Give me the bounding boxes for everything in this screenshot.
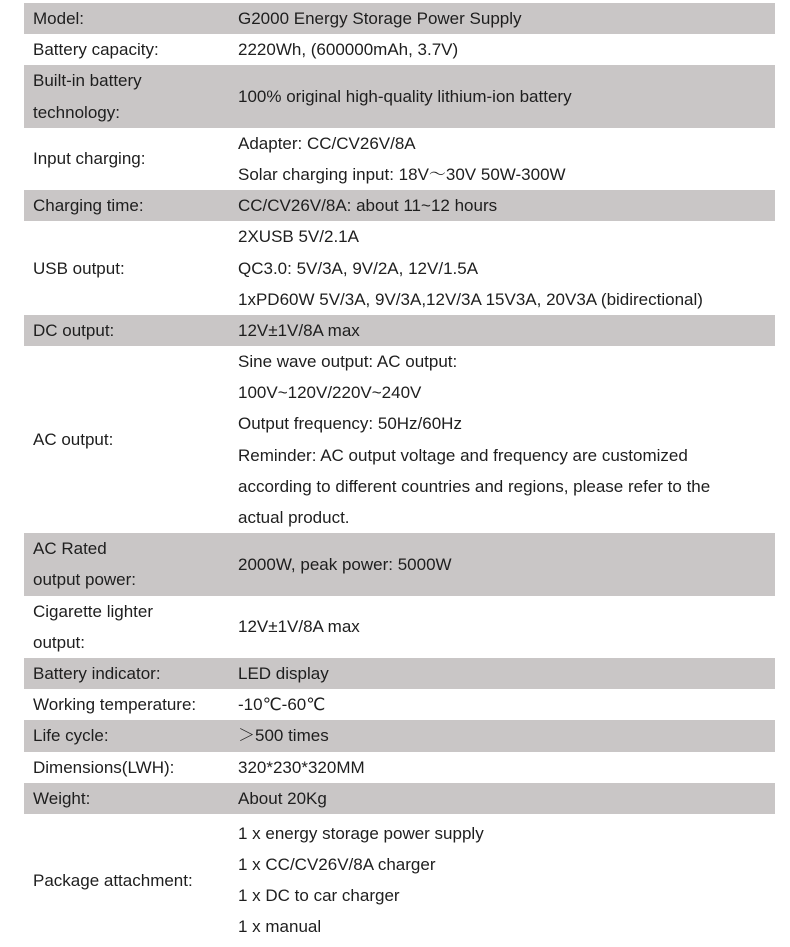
spec-label bbox=[24, 689, 238, 720]
spec-label-line: USB output: bbox=[33, 258, 125, 278]
spec-row bbox=[24, 315, 775, 346]
spec-value-line: G2000 Energy Storage Power Supply bbox=[238, 9, 522, 28]
spec-row bbox=[24, 596, 775, 658]
spec-row bbox=[24, 752, 775, 783]
spec-value bbox=[238, 315, 775, 346]
spec-row bbox=[24, 720, 775, 751]
spec-value bbox=[238, 596, 775, 658]
spec-value-line: LED display bbox=[238, 663, 329, 683]
spec-value bbox=[238, 720, 775, 751]
spec-label-line: DC output: bbox=[33, 320, 115, 340]
spec-value bbox=[238, 3, 775, 34]
spec-label-line: Battery indicator: bbox=[33, 663, 161, 683]
spec-row bbox=[24, 221, 775, 315]
spec-row bbox=[24, 658, 775, 689]
spec-value bbox=[238, 346, 775, 533]
spec-row bbox=[24, 533, 775, 595]
spec-value-line: Solar charging input: 18V～30V 50W-300W bbox=[238, 164, 566, 184]
spec-value bbox=[238, 221, 775, 315]
spec-label bbox=[24, 533, 238, 595]
spec-value-line: -10℃-60℃ bbox=[238, 695, 326, 715]
spec-label-line: Package attachment: bbox=[33, 870, 193, 890]
spec-value-line: 2XUSB 5V/2.1A bbox=[238, 227, 359, 247]
spec-label-line: technology: bbox=[33, 102, 120, 122]
spec-value bbox=[238, 34, 775, 65]
spec-label-line: Dimensions(LWH): bbox=[33, 757, 175, 777]
spec-value-line: 2000W, peak power: 5000W bbox=[238, 554, 452, 574]
spec-value-line: 100V~120V/220V~240V bbox=[238, 383, 422, 403]
spec-table bbox=[24, 3, 775, 947]
spec-row bbox=[24, 814, 775, 947]
spec-row bbox=[24, 34, 775, 65]
spec-label bbox=[24, 34, 238, 65]
spec-label bbox=[24, 720, 238, 751]
spec-label-line: AC Rated bbox=[33, 539, 107, 559]
spec-label bbox=[24, 346, 238, 533]
spec-value-line: ＞500 times bbox=[238, 726, 329, 746]
spec-label bbox=[24, 3, 238, 34]
spec-value bbox=[238, 658, 775, 689]
spec-label-line: Battery capacity: bbox=[33, 40, 159, 60]
spec-value-line: QC3.0: 5V/3A, 9V/2A, 12V/1.5A bbox=[238, 258, 479, 278]
spec-value-line: 1 x CC/CV26V/8A charger bbox=[238, 855, 436, 875]
spec-label bbox=[24, 658, 238, 689]
spec-label bbox=[24, 752, 238, 783]
spec-value-line: 100% original high-quality lithium-ion battery bbox=[238, 86, 572, 106]
spec-label-line: Weight: bbox=[33, 788, 91, 808]
spec-value-line: 1 x DC to car charger bbox=[238, 886, 400, 906]
spec-value bbox=[238, 190, 775, 221]
spec-value bbox=[238, 65, 775, 127]
spec-value bbox=[238, 752, 775, 783]
spec-label-line: Built-in battery bbox=[33, 71, 142, 91]
spec-value-line: 12V±1V/8A max bbox=[238, 617, 360, 637]
spec-value-line: actual product. bbox=[238, 508, 350, 527]
spec-value bbox=[238, 689, 775, 720]
spec-label bbox=[24, 221, 238, 315]
spec-label bbox=[24, 190, 238, 221]
spec-label-line: output: bbox=[33, 632, 85, 652]
spec-label-line: Input charging: bbox=[33, 149, 146, 169]
spec-value-line: Sine wave output: AC output: bbox=[238, 352, 458, 372]
spec-value-line: 1 x energy storage power supply bbox=[238, 823, 484, 843]
spec-value bbox=[238, 533, 775, 595]
spec-row bbox=[24, 65, 775, 127]
spec-label-line: Cigarette lighter bbox=[33, 601, 154, 621]
spec-label-line: Model: bbox=[33, 9, 85, 28]
spec-row bbox=[24, 128, 775, 190]
spec-value-line: 1xPD60W 5V/3A, 9V/3A,12V/3A 15V3A, 20V3A (bidirectional) bbox=[238, 289, 703, 309]
spec-value-line: About 20Kg bbox=[238, 788, 327, 808]
spec-label-line: Working temperature: bbox=[33, 695, 197, 715]
spec-value-line: 12V±1V/8A max bbox=[238, 320, 360, 340]
spec-value-line: Adapter: CC/CV26V/8A bbox=[238, 133, 416, 153]
spec-label-line: Life cycle: bbox=[33, 726, 109, 746]
spec-label-line: Charging time: bbox=[33, 196, 144, 216]
spec-value-line: 2220Wh, (600000mAh, 3.7V) bbox=[238, 40, 459, 60]
spec-label bbox=[24, 783, 238, 814]
spec-value-line: Reminder: AC output voltage and frequency are customized bbox=[238, 445, 688, 465]
spec-label bbox=[24, 315, 238, 346]
spec-row bbox=[24, 3, 775, 34]
spec-row bbox=[24, 783, 775, 814]
spec-label bbox=[24, 65, 238, 127]
spec-label bbox=[24, 596, 238, 658]
spec-label bbox=[24, 128, 238, 190]
spec-row bbox=[24, 689, 775, 720]
spec-value-line: Output frequency: 50Hz/60Hz bbox=[238, 414, 462, 434]
spec-value bbox=[238, 818, 775, 943]
spec-value-line: 1 x manual bbox=[238, 917, 322, 937]
spec-value-line: according to different countries and regions, please refer to the bbox=[238, 476, 711, 496]
spec-value-line: 320*230*320MM bbox=[238, 757, 365, 777]
spec-value bbox=[238, 783, 775, 814]
spec-row bbox=[24, 346, 775, 533]
spec-value-line: CC/CV26V/8A: about 11~12 hours bbox=[238, 196, 498, 216]
spec-label-line: output power: bbox=[33, 570, 137, 590]
spec-label bbox=[24, 818, 238, 943]
spec-value bbox=[238, 128, 775, 190]
spec-label-line: AC output: bbox=[33, 430, 114, 450]
spec-row bbox=[24, 190, 775, 221]
